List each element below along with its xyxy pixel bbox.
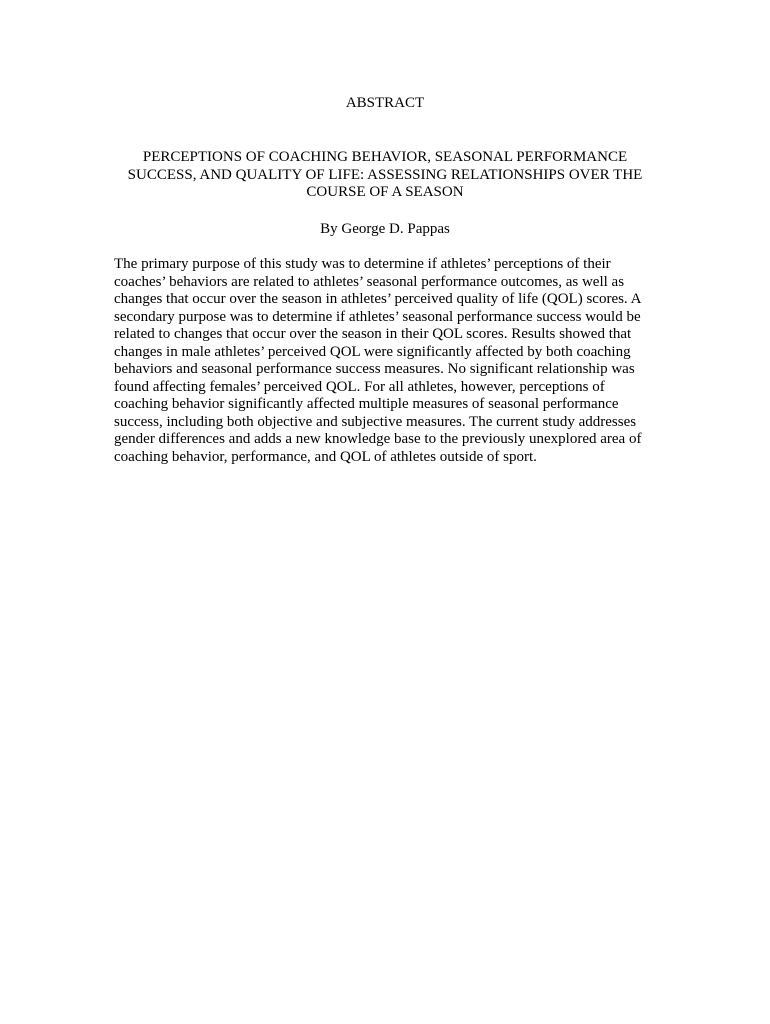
paragraph-line: changes that occur over the season in athletes’ perceived quality of life (QOL) scores. A bbox=[114, 291, 642, 307]
author-byline: By George D. Pappas bbox=[320, 221, 450, 237]
paragraph-line: behaviors and seasonal performance success measures. No significant relationship was bbox=[114, 361, 635, 377]
paragraph-line: success, including both objective and subjective measures. The current study addresses bbox=[114, 413, 637, 430]
paragraph-line: found affecting females’ perceived QOL. For all athletes, however, perceptions of bbox=[114, 378, 605, 395]
paragraph-line: secondary purpose was to determine if athletes’ seasonal performance success would be bbox=[114, 308, 641, 325]
paragraph-line: coaching behavior significantly affected multiple measures of seasonal performance bbox=[114, 396, 619, 412]
title-line: PERCEPTIONS OF COACHING BEHAVIOR, SEASONAL PERFORMANCE bbox=[142, 149, 628, 165]
paragraph-line: coaches’ behaviors are related to athletes’ seasonal performance outcomes, as well as bbox=[114, 273, 625, 290]
paragraph-line: coaching behavior, performance, and QOL of athletes outside of sport. bbox=[114, 448, 537, 465]
title-line: COURSE OF A SEASON bbox=[306, 184, 464, 200]
paragraph-line: The primary purpose of this study was to determine if athletes’ perceptions of their bbox=[114, 256, 611, 272]
abstract-heading: ABSTRACT bbox=[345, 95, 425, 111]
paragraph-line: gender differences and adds a new knowledge base to the previously unexplored area of bbox=[114, 431, 642, 447]
title-line: SUCCESS, AND QUALITY OF LIFE: ASSESSING RELATIONSHIPS OVER THE bbox=[127, 166, 643, 183]
paragraph-line: related to changes that occur over the season in their QOL scores. Results showed that bbox=[114, 326, 632, 342]
paragraph-line: changes in male athletes’ perceived QOL were significantly affected by both coaching bbox=[114, 343, 631, 360]
abstract-paragraph bbox=[114, 256, 674, 466]
document-title bbox=[110, 149, 660, 202]
